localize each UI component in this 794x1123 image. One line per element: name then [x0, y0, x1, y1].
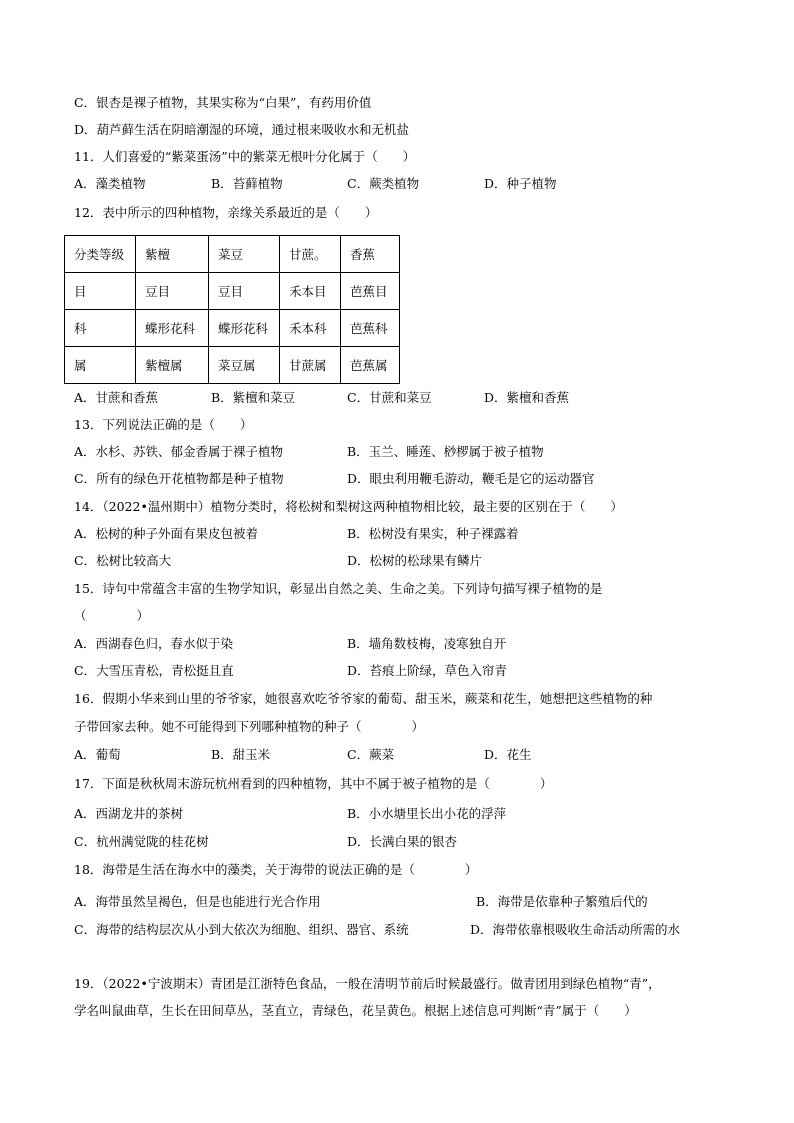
- q16-option-a: A．葡萄: [74, 747, 121, 762]
- q10-option-c: C．银杏是裸子植物，其果实称为“白果”，有药用价值: [74, 95, 372, 110]
- q17-stem: 17．下面是秋秋周末游玩杭州看到的四种植物，其中不属于被子植物的是（ ）: [74, 776, 553, 791]
- q11-option-d: D．种子植物: [484, 176, 557, 191]
- q14-option-b: B．松树没有果实，种子裸露着: [347, 526, 519, 541]
- table-cell: 芭蕉科: [341, 310, 400, 347]
- q15-option-d: D．苔痕上阶绿，草色入帘青: [347, 663, 508, 678]
- q16-option-b: B．甜玉米: [211, 747, 271, 762]
- table-cell: 甘蔗属: [280, 347, 341, 384]
- table-cell: 目: [65, 273, 136, 310]
- table-cell: 蝶形花科: [209, 310, 280, 347]
- q15-option-b: B．墙角数枝梅，凌寒独自开: [347, 636, 507, 651]
- q18-option-a: A．海带虽然呈褐色，但是也能进行光合作用: [74, 894, 321, 909]
- q11-stem: 11．人们喜爱的“紫菜蛋汤”中的紫菜无根叶分化属于（ ）: [74, 149, 416, 164]
- q16-option-c: C．蕨菜: [347, 747, 395, 762]
- table-cell: 紫檀: [136, 236, 209, 273]
- table-cell: 甘蔗。: [280, 236, 341, 273]
- q15-stem: 15．诗句中常蕴含丰富的生物学知识，彰显出自然之美、生命之美。下列诗句描写裸子植物的是: [74, 581, 603, 596]
- q13-option-c: C．所有的绿色开花植物都是种子植物: [74, 471, 284, 486]
- q11-option-b: B．苔藓植物: [211, 176, 283, 191]
- q14-option-c: C．松树比较高大: [74, 553, 172, 568]
- table-row: [65, 347, 400, 384]
- q13-option-a: A．水杉、苏铁、郁金香属于裸子植物: [74, 444, 284, 459]
- table-cell: 香蕉: [341, 236, 400, 273]
- q19-stem-line2: 学名叫鼠曲草，生长在田间草丛，茎直立，青绿色，花呈黄色。根据上述信息可判断“青”属于（ ）: [74, 1003, 637, 1018]
- table-cell: 芭蕉目: [341, 273, 400, 310]
- table-row: [65, 273, 400, 310]
- q13-option-d: D．眼虫利用鞭毛游动，鞭毛是它的运动器官: [347, 471, 595, 486]
- q18-option-d: D．海带依靠根吸收生命活动所需的水: [470, 922, 681, 937]
- table-cell: 豆目: [209, 273, 280, 310]
- q14-stem: 14．（2022•温州期中）植物分类时，将松树和梨树这两种植物相比较，最主要的区别在于（ ）: [74, 499, 623, 514]
- table-cell: 蝶形花科: [136, 310, 209, 347]
- table-cell: 菜豆: [209, 236, 280, 273]
- q12-stem: 12．表中所示的四种植物，亲缘关系最近的是（ ）: [74, 205, 378, 220]
- q18-stem: 18．海带是生活在海水中的藻类，关于海带的说法正确的是（ ）: [74, 862, 478, 877]
- q14-option-a: A．松树的种子外面有果皮包被着: [74, 526, 259, 541]
- q18-option-c: C．海带的结构层次从小到大依次为细胞、组织、器官、系统: [74, 922, 409, 937]
- q10-option-d: D．葫芦藓生活在阴暗潮湿的环境，通过根来吸收水和无机盐: [74, 122, 410, 137]
- table-cell: 科: [65, 310, 136, 347]
- q17-option-c: C．杭州满觉陇的桂花树: [74, 834, 209, 849]
- q12-option-d: D．紫檀和香蕉: [484, 390, 570, 405]
- q12-option-c: C．甘蔗和菜豆: [347, 390, 432, 405]
- q14-option-d: D．松树的松球果有鳞片: [347, 553, 483, 568]
- classification-table: [64, 235, 400, 384]
- q19-stem-line1: 19．（2022•宁波期末）青团是江浙特色食品，一般在清明节前后时候最盛行。做青团用到绿色植物“青”，: [74, 976, 661, 991]
- q17-option-b: B．小水塘里长出小花的浮萍: [347, 806, 507, 821]
- q13-option-b: B．玉兰、睡莲、桫椤属于被子植物: [347, 444, 544, 459]
- table-cell: 属: [65, 347, 136, 384]
- table-row: [65, 310, 400, 347]
- q11-option-a: A．藻类植物: [74, 176, 146, 191]
- table-row: [65, 236, 400, 273]
- q16-option-d: D．花生: [484, 747, 532, 762]
- table-cell: 豆目: [136, 273, 209, 310]
- q15-answer-blank: （ ）: [74, 608, 150, 623]
- q12-option-b: B．紫檀和菜豆: [211, 390, 296, 405]
- q15-option-c: C．大雪压青松，青松挺且直: [74, 663, 234, 678]
- q16-stem: 16．假期小华来到山里的爷爷家，她很喜欢吃爷爷家的葡萄、甜玉米，蕨菜和花生，她想把这些植物的种: [74, 691, 653, 706]
- q15-option-a: A．西湖春色归，春水似于染: [74, 636, 234, 651]
- table-cell: 分类等级: [65, 236, 136, 273]
- table-cell: 菜豆属: [209, 347, 280, 384]
- q17-option-d: D．长满白果的银杏: [347, 834, 458, 849]
- table-cell: 禾本目: [280, 273, 341, 310]
- table-cell: 芭蕉属: [341, 347, 400, 384]
- q16-stem-continued: 子带回家去种。她不可能得到下列哪种植物的种子（ ）: [74, 719, 425, 734]
- table-cell: 紫檀属: [136, 347, 209, 384]
- q13-stem: 13．下列说法正确的是（ ）: [74, 417, 253, 432]
- table-cell: 禾本科: [280, 310, 341, 347]
- q11-option-c: C．蕨类植物: [347, 176, 420, 191]
- q18-option-b: B．海带是依靠种子繁殖后代的: [476, 894, 648, 909]
- q12-option-a: A．甘蔗和香蕉: [74, 390, 159, 405]
- q17-option-a: A．西湖龙井的茶树: [74, 806, 184, 821]
